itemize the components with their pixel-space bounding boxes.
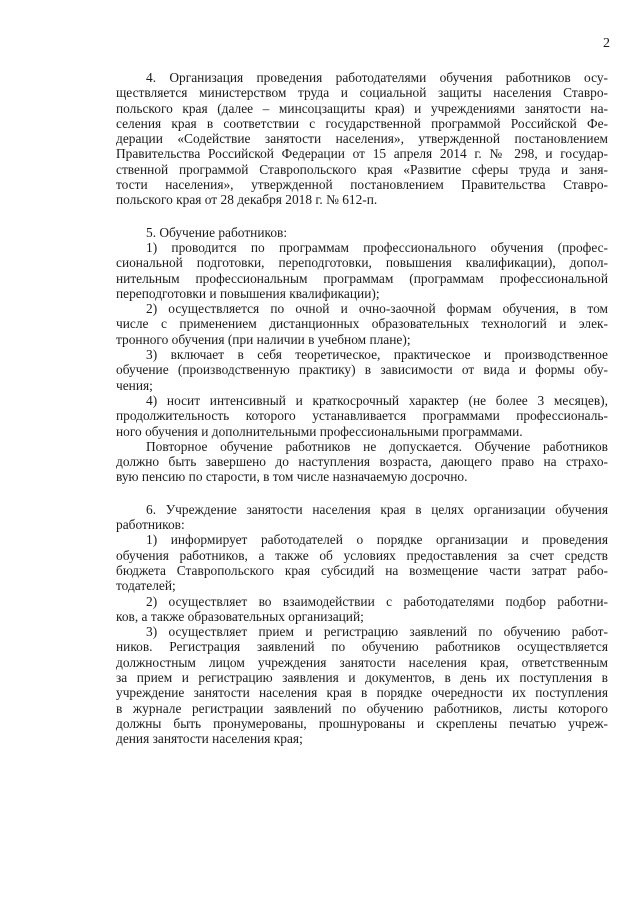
text-line: 2) осуществляется по очной и очно-заочной формам обучения, в том	[146, 301, 608, 317]
text-line: тости населения», утвержденной постановлением Правительства Ставро-	[116, 177, 608, 193]
text-line: продолжительность которого устанавливается программами профессиональ-	[116, 408, 608, 424]
text-line: переподготовки и повышения квалификации);	[116, 285, 380, 301]
paragraph-section-6-item-3	[116, 624, 608, 746]
paragraph-section-5-item-1	[116, 240, 608, 301]
paragraph-section-5-item-3	[116, 347, 608, 393]
text-line: ственной программой Ставропольского края «Развитие сферы труда и заня-	[116, 161, 608, 177]
text-line: чения;	[116, 377, 153, 393]
paragraph-section-6-item-1	[116, 532, 608, 593]
text-line: вую пенсию по старости, в том числе назначаемую досрочно.	[116, 469, 468, 485]
paragraph-section-5-item-4	[116, 393, 608, 439]
text-line: Повторное обучение работников не допускается. Обучение работников	[146, 438, 608, 454]
text-line: сиональной подготовки, переподготовки, повышения квалификации), допол-	[116, 255, 608, 271]
text-line: обучение (производственную практику) в зависимости от вида и формы обу-	[116, 362, 608, 378]
text-line: должно быть завершено до наступления возраста, дающего право на страхо-	[116, 454, 608, 470]
text-line: учреждение занятости населения края в порядке очередности их поступления	[116, 685, 608, 701]
text-line: ников. Регистрация заявлений по обучению работников осуществляется	[116, 639, 608, 655]
text-line: обучения работников, а также об условиях предоставления за счет средств	[116, 547, 608, 563]
text-line: 4) носит интенсивный и краткосрочный характер (не более 3 месяцев),	[146, 392, 608, 408]
text-line: дения занятости населения края;	[116, 731, 303, 747]
paragraph-section-6-item-2	[116, 594, 608, 625]
text-line: 4. Организация проведения работодателями обучения работников осу-	[146, 70, 608, 85]
document-body	[116, 70, 608, 746]
text-line: тодателей;	[116, 578, 176, 594]
paragraph-section-6-heading	[116, 502, 608, 533]
text-line: ного обучения и дополнительными профессиональными программами.	[116, 423, 523, 439]
text-line: нительным профессиональным программам (программам профессиональной	[116, 270, 608, 286]
text-line: 3) включает в себя теоретическое, практическое и производственное	[146, 347, 608, 363]
paragraph-section-4	[116, 70, 608, 208]
text-line: селения края в соответствии с государственной программой Российской Фе-	[116, 115, 608, 131]
text-line: ществляется министерством труда и социальной защиты населения Ставро-	[116, 85, 608, 101]
text-line: тронного обучения (при наличии в учебном плане);	[116, 331, 411, 347]
text-line: за прием и регистрацию заявления и документов, в день их поступления в	[116, 669, 608, 685]
text-line: бюджета Ставропольского края субсидий на возмещение части затрат рабо-	[116, 562, 608, 578]
text-line: польского края от 28 декабря 2018 г. № 612-п.	[116, 192, 378, 208]
text-line: 1) информирует работодателей о порядке организации и проведения	[146, 532, 608, 548]
text-line: 6. Учреждение занятости населения края в целях организации обучения	[146, 501, 608, 517]
text-line: дерации «Содействие занятости населения», утвержденной постановлением	[116, 131, 608, 147]
text-line: должны быть пронумерованы, прошнурованы и скреплены печатью учреж-	[116, 715, 608, 731]
text-line: числе с применением дистанционных образовательных технологий и элек-	[116, 316, 608, 332]
text-line: 3) осуществляет прием и регистрацию заявлений по обучению работ-	[146, 624, 608, 640]
text-line: Правительства Российской Федерации от 15 апреля 2014 г. № 298, и государ-	[116, 146, 608, 162]
text-line: польского края (далее – минсоцзащиты края) и учреждениями занятости на-	[116, 100, 608, 116]
text-line: в журнале регистрации заявлений по обучению работников, листы которого	[116, 700, 608, 716]
paragraph-section-5-repeat-training	[116, 439, 608, 485]
text-line: должностным лицом учреждения занятости населения края, ответственным	[116, 654, 608, 670]
text-line: 1) проводится по программам профессионального обучения (профес-	[146, 239, 608, 255]
page-number: 2	[603, 36, 610, 51]
text-line: ков, а также образовательных организаций;	[116, 608, 364, 624]
paragraph-section-5-item-2	[116, 301, 608, 347]
text-line: 5. Обучение работников:	[146, 224, 288, 240]
paragraph-section-5-heading	[116, 225, 608, 240]
text-line: работников:	[116, 517, 185, 533]
text-line: 2) осуществляет во взаимодействии с работодателями подбор работни-	[146, 593, 608, 609]
